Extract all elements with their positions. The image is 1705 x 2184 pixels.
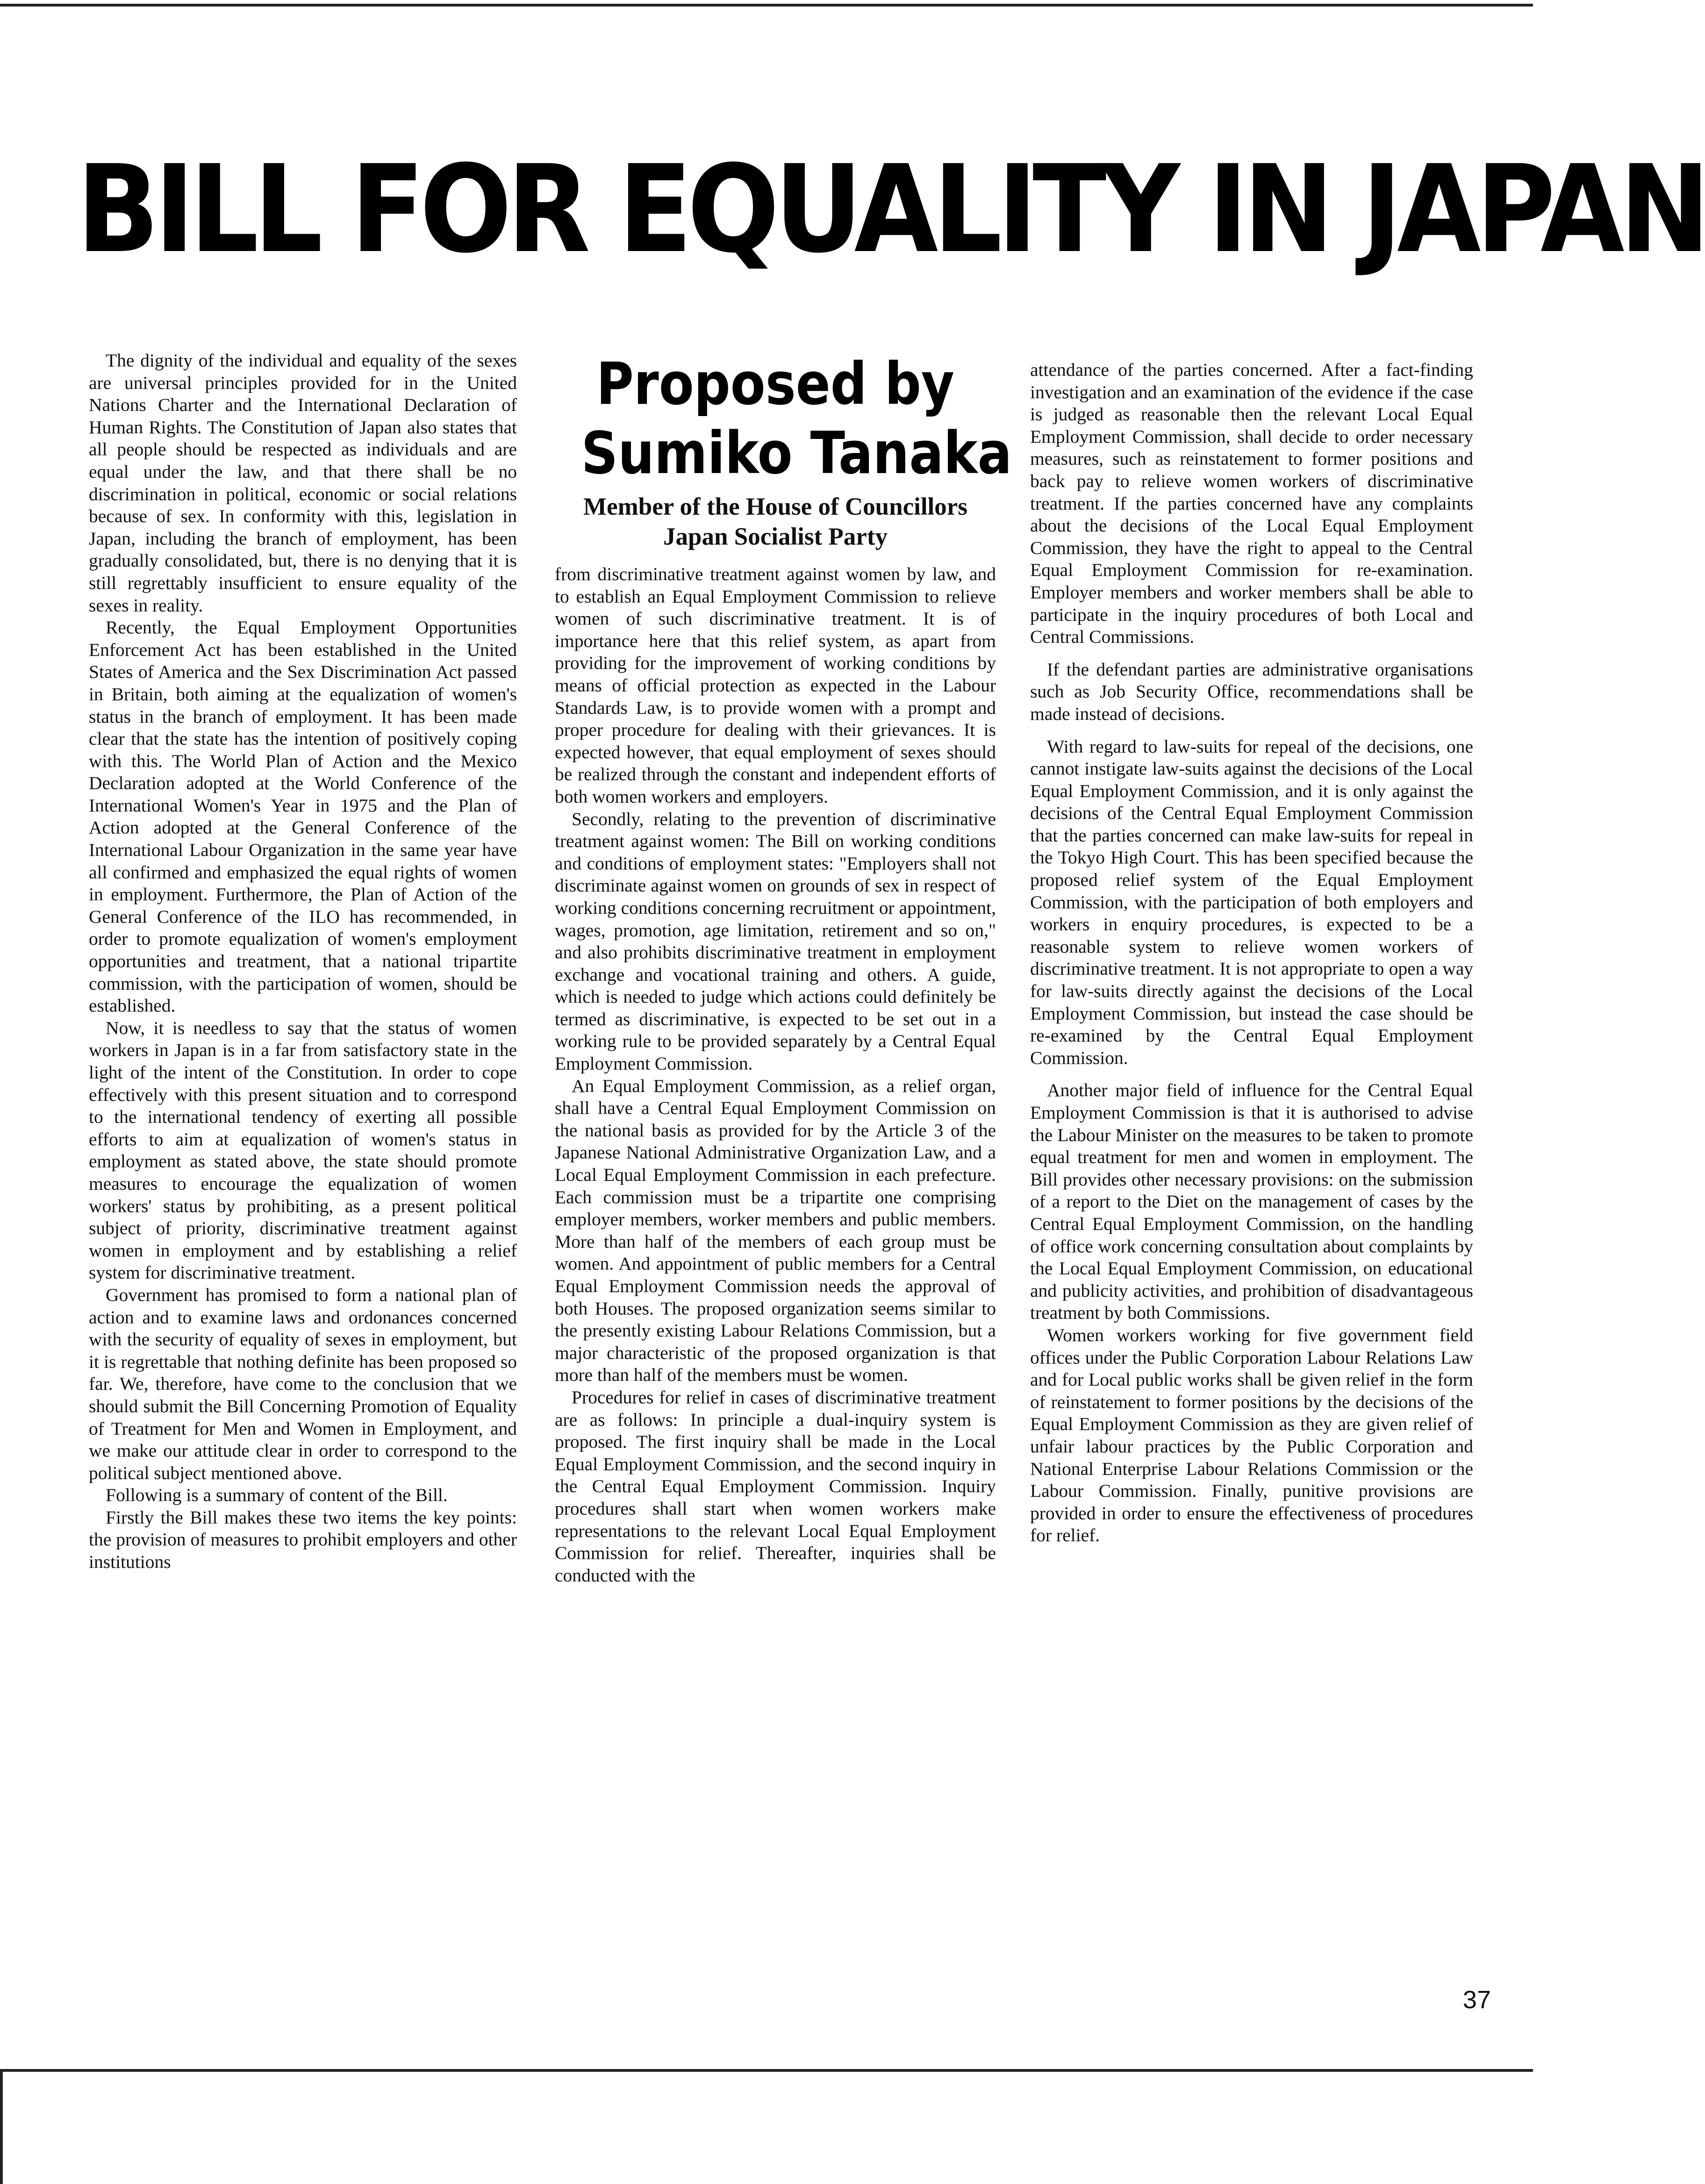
paragraph: Now, it is needless to say that the status of women workers in Japan is in a far from satisfactory state in the light of the intent of the Constitution. In order to cope effectively with this present situation and to correspond to the international tendency of exerting all possible efforts to aim at equalization of women's status in employment as stated above, the state should promote measures to encourage the equalization of women workers' status by prohibiting, as a present political subject of priority, discriminative treatment against women in employment and by establishing a relief system for discriminative treatment.	[89, 1017, 517, 1283]
column-right	[1030, 359, 1473, 1925]
byline-position: Member of the House of Councillors	[583, 493, 967, 520]
page-number: 37	[1462, 1986, 1491, 2014]
paragraph: Another major field of influence for the Central Equal Employment Commission is that it is authorised to advise the Labour Minister on the measures to be taken to promote equal treatment for men and women in employment. The Bill provides other necessary provisions: on the submission of a report to the Diet on the management of cases by the Central Equal Employment Commission, on the handling of office work concerning consultation about complaints by the Local Equal Employment Commission, on educational and publicity activities, and prohibition of disadvantageous treatment by both Commissions.	[1030, 1080, 1473, 1323]
paragraph: The dignity of the individual and equality of the sexes are universal principles provided for in the United Nations Charter and the International Declaration of Human Rights. The Constitution of Japan also states that all people should be respected as individuals and are equal under the law, and that there shall be no discrimination in political, economic or social relations because of sex. In conformity with this, legislation in Japan, including the branch of employment, has been gradually consolidated, but, there is no denying that it is still regrettably insufficient to ensure equality of the sexes in reality.	[89, 350, 517, 616]
column-middle	[555, 563, 996, 1928]
column-left	[89, 350, 517, 1925]
paragraph: Procedures for relief in cases of discriminative treatment are as follows: In principle a dual-inquiry system is proposed. The first inquiry shall be made in the Local Equal Employment Commission, and the second inquiry in the Central Equal Employment Commission. Inquiry procedures shall start when women workers make representations to the relevant Local Equal Employment Commission for relief. Thereafter, inquiries shall be conducted with the	[555, 1387, 996, 1586]
top-rule	[0, 4, 1533, 7]
paragraph: With regard to law-suits for repeal of the decisions, one cannot instigate law-suits against the decisions of the Local Equal Employment Commission, and it is only against the decisions of the Central Equal Employment Commission that the parties concerned can make law-suits for repeal in the Tokyo High Court. This has been specified because the proposed relief system of the Equal Employment Commission, with the participation of both employers and workers in enquiry procedures, is expected to be a reasonable system to relieve women workers of discriminative treatment. It is not appropriate to open a way for law-suits directly against the decisions of the Local Employment Commission, but instead the case should be re-examined by the Central Equal Employment Commission.	[1030, 736, 1473, 1068]
paragraph: Secondly, relating to the prevention of discriminative treatment against women: The Bill on working conditions and conditions of employment states: "Employers shall not discriminate against women on grounds of sex in respect of working conditions concerning recruitment or appointment, wages, promotion, age limitation, retirement and so on," and also prohibits discriminative treatment in employment exchange and vocational training and others. A guide, which is needed to judge which actions could definitely be termed as discriminative, is expected to be set out in a working rule to be provided separately by a Central Equal Employment Commission.	[555, 808, 996, 1074]
paragraph: If the defendant parties are administrative organisations such as Job Security Office, recommendations shall be made instead of decisions.	[1030, 659, 1473, 724]
byline-party: Japan Socialist Party	[663, 523, 888, 550]
byline-title-line1: Proposed by	[596, 351, 955, 418]
paragraph: Following is a summary of content of the Bill.	[106, 1485, 448, 1506]
byline-author-name: Sumiko Tanaka	[581, 420, 1012, 487]
bottom-rule	[0, 2069, 1533, 2072]
left-edge-rule	[0, 2069, 3, 2184]
byline	[555, 350, 1012, 552]
paragraph: Women workers working for five government field offices under the Public Corporation Labour Relations Law and for Local public works shall be given relief in the form of reinstatement to former positions by the decisions of the Equal Employment Commission as they are given relief of unfair labour practices by the Public Corporation and National Enterprise Labour Relations Commission or the Labour Commission. Finally, punitive provisions are provided in order to ensure the effectiveness of procedures for relief.	[1030, 1324, 1473, 1546]
paragraph: Firstly the Bill makes these two items the key points: the provision of measures to prohibit employers and other institutions	[89, 1507, 517, 1573]
headline: BILL FOR EQUALITY IN JAPAN	[77, 139, 1705, 280]
paragraph: An Equal Employment Commission, as a relief organ, shall have a Central Equal Employment Commission on the national basis as provided for by the Article 3 of the Japanese National Administrative Organization Law, and a Local Equal Employment Commission in each prefecture. Each commission must be a tripartite one comprising employer members, worker members and public members. More than half of the members of each group must be women. And appointment of public members for a Central Equal Employment Commission needs the approval of both Houses. The proposed organization seems similar to the presently existing Labour Relations Commission, but a major characteristic of the proposed organization is that more than half of the members must be women.	[555, 1075, 996, 1386]
paragraph: Government has promised to form a national plan of action and to examine laws and ordonances concerned with the security of equality of sexes in employment, but it is regrettable that nothing definite has been proposed so far. We, therefore, have come to the conclusion that we should submit the Bill Concerning Promotion of Equality of Treatment for Men and Women in Employment, and we make our attitude clear in order to correspond to the political subject mentioned above.	[89, 1284, 517, 1483]
paragraph: attendance of the parties concerned. After a fact-finding investigation and an examination of the evidence if the case is judged as reasonable then the relevant Local Equal Employment Commission, shall decide to order necessary measures, such as reinstatement to former positions and back pay to relieve women workers of discriminative treatment. If the parties concerned have any complaints about the decisions of the Local Equal Employment Commission, they have the right to appeal to the Central Equal Employment Commission for re-examination. Employer members and worker members shall be able to participate in the inquiry procedures of both Local and Central Commissions.	[1030, 359, 1473, 647]
paragraph: from discriminative treatment against women by law, and to establish an Equal Employment Commission to relieve women of such discriminative treatment. It is of importance here that this relief system, as apart from providing for the improvement of working conditions by means of official protection as expected in the Labour Standards Law, is to provide women with a prompt and proper procedure for dealing with their grievances. It is expected however, that equal employment of sexes should be realized through the constant and independent efforts of both women workers and employers.	[555, 564, 996, 807]
paragraph: Recently, the Equal Employment Opportunities Enforcement Act has been established in the United States of America and the Sex Discrimination Act passed in Britain, both aiming at the equalization of women's status in the branch of employment. It has been made clear that the state has the intention of positively coping with this. The World Plan of Action and the Mexico Declaration adopted at the World Conference of the International Women's Year in 1975 and the Plan of Action adopted at the General Conference of the International Labour Organization in the same year have all confirmed and emphasized the equal rights of women in employment. Furthermore, the Plan of Action of the General Conference of the ILO has recommended, in order to promote equalization of women's employment opportunities and treatment, that a national tripartite commission, with the participation of women, should be established.	[89, 617, 517, 1016]
